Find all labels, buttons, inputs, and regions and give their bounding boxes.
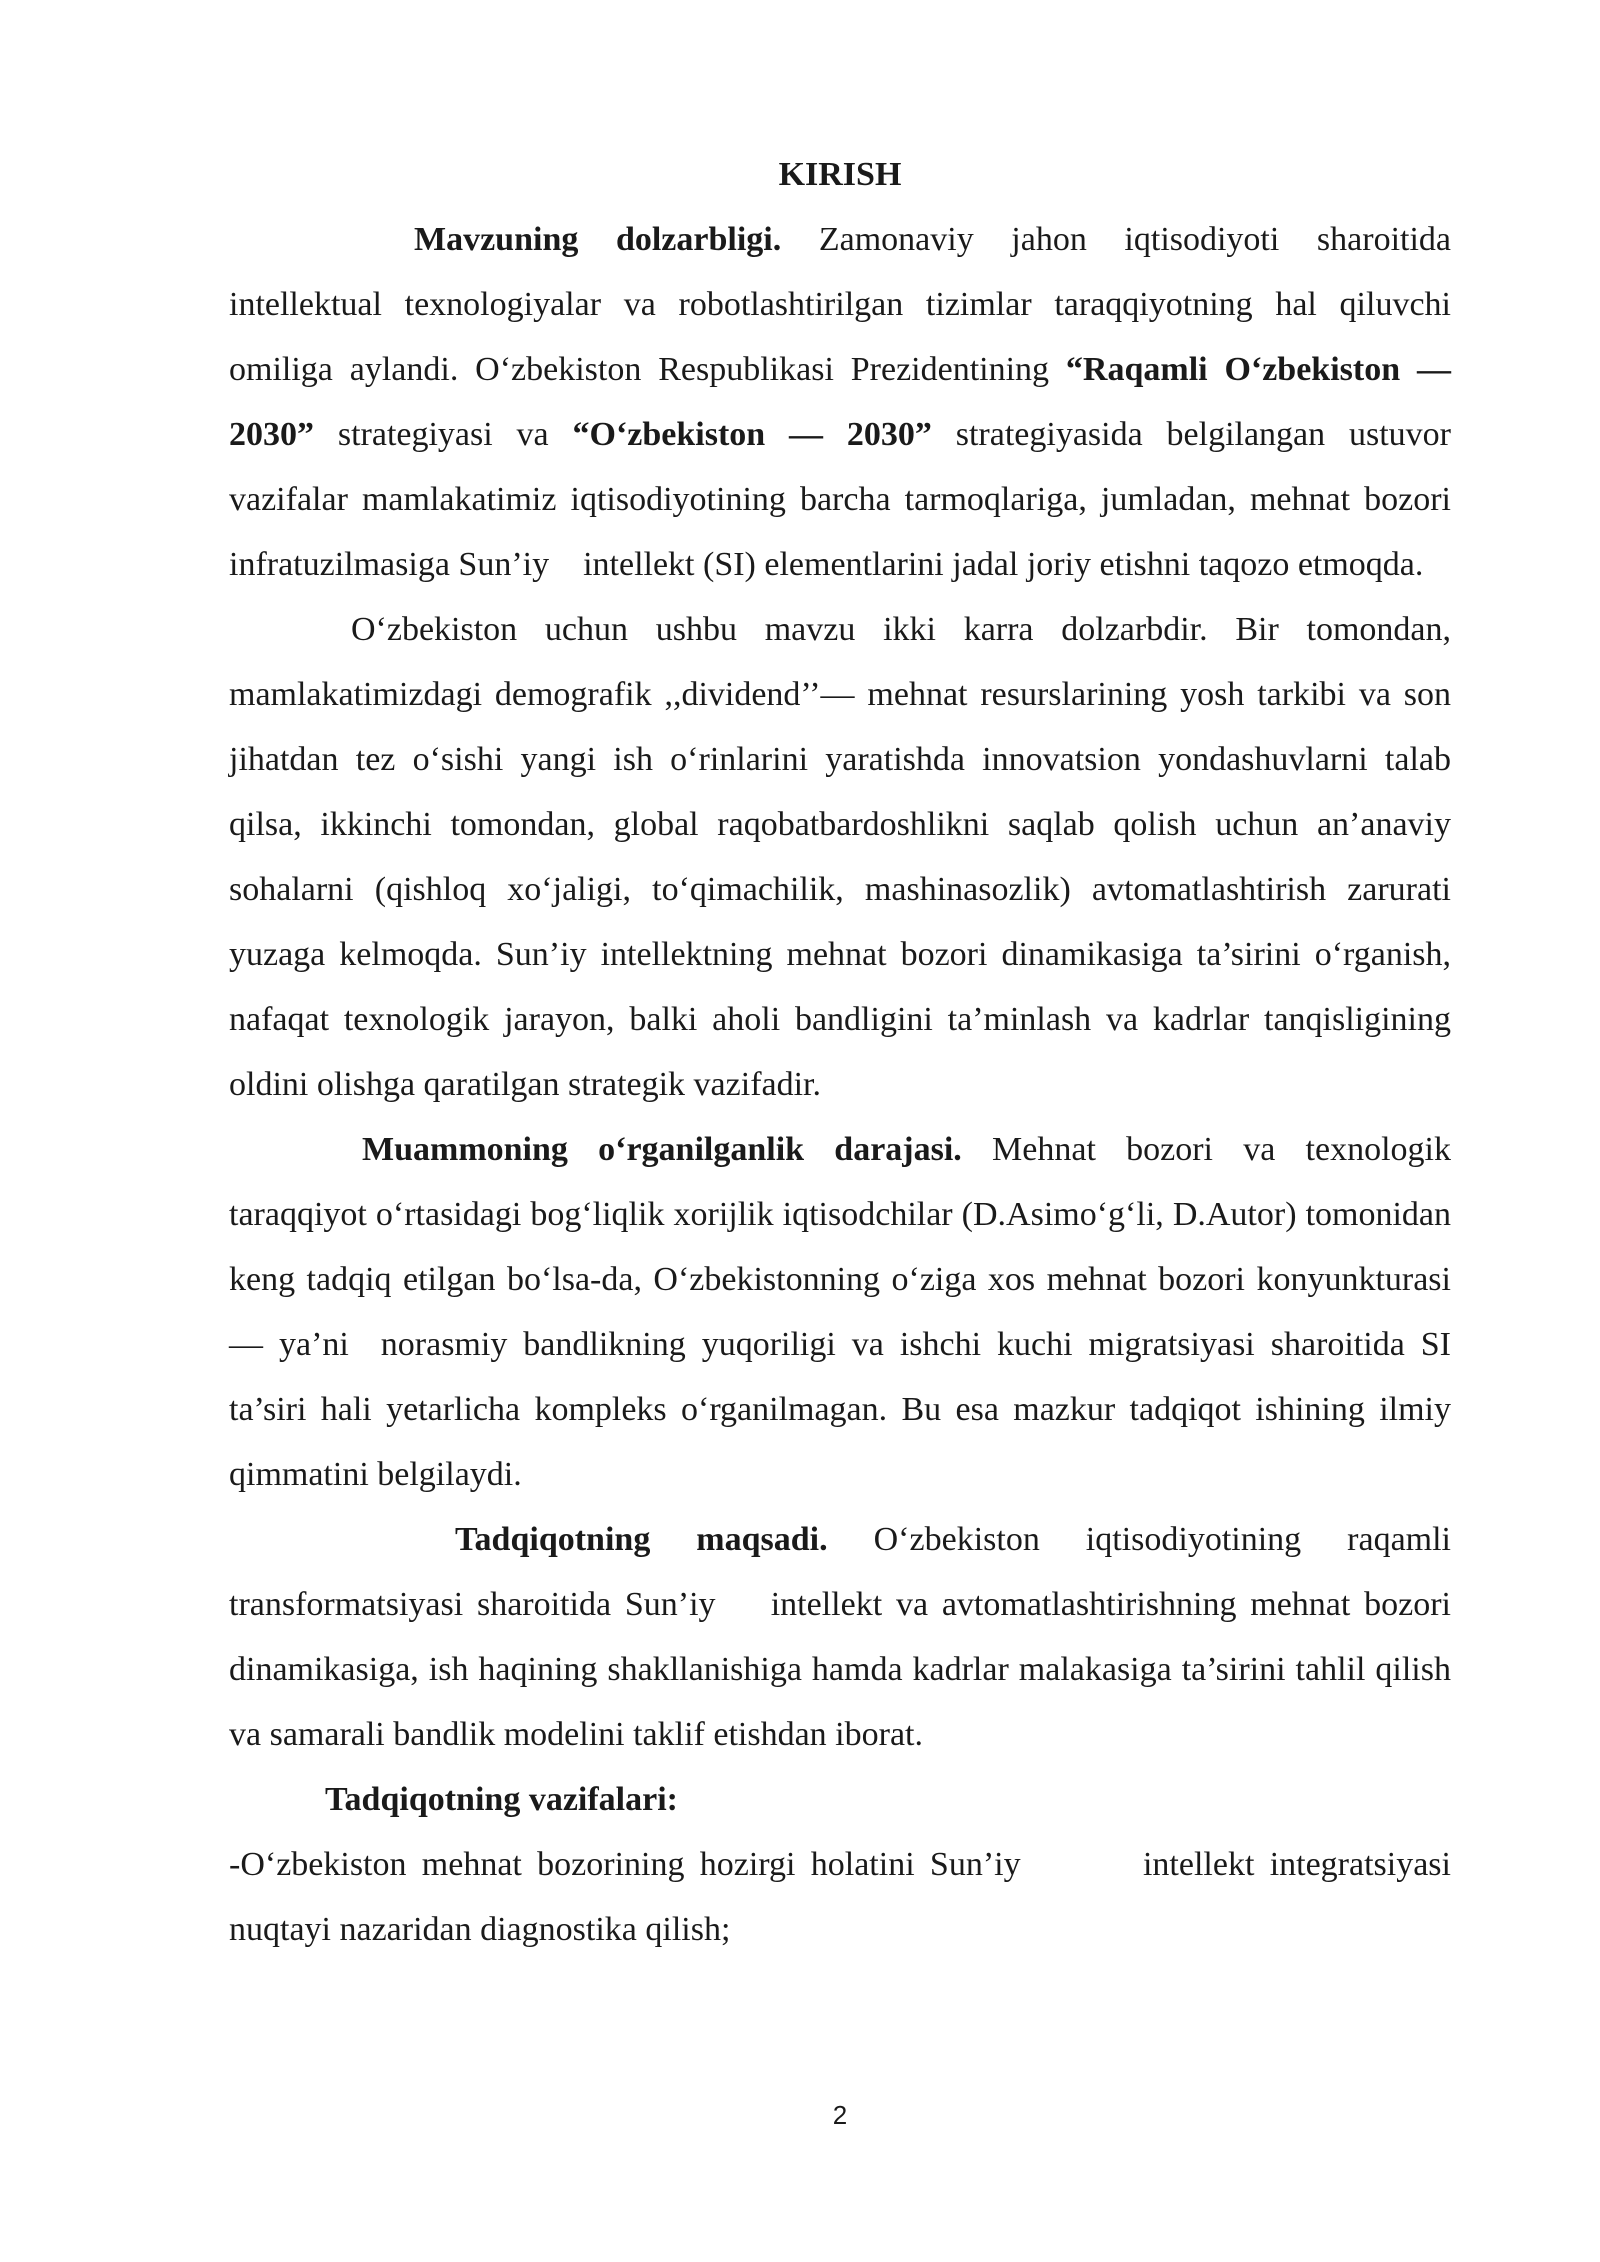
strategy-name-digital: “Raqamli O‘zbekiston — 2030” [229,351,1451,453]
paragraph-relevance [229,207,1460,597]
paragraph-dual-relevance: O‘zbekiston uchun ushbu mavzu ikki karra dolzarbdir. Bir tomondan, mamlakatimizdagi demografik ,,dividend’’— mehnat resurslarining yosh tarkibi va son jihatdan tez o‘sishi yangi ish o‘rinlarini yaratishda innovatsion yondashuvlarni talab qilsa, ikkinchi tomondan, global raqobatbardoshlikni saqlab qolish uchun an’anaviy sohalarni (qishloq xo‘jaligi, to‘qimachilik, mashinasozlik) avtomatlashtirish zarurati yuzaga kelmoqda. Sun’iy intellektning mehnat bozori dinamikasiga ta’sirini o‘rganish, nafaqat texnologik jarayon, balki aholi bandligini ta’minlash va kadrlar tanqisligining oldini olishga qaratilgan strategik vazifadir. [229,611,1451,1103]
paragraph-study-level [229,1117,1460,1507]
page-title: KIRISH [778,156,902,193]
paragraph-research-tasks [229,1767,1451,1832]
page-number: 2 [832,2100,848,2130]
heading-research-tasks: Tadqiqotning vazifalari: [325,1781,678,1818]
list-item-task: -O‘zbekiston mehnat bozorining hozirgi holatini Sun’iy intellekt integratsiyasi nuqtayi nazaridan diagnostika qilish; [229,1846,1460,1948]
paragraph-text: strategiyasi va [314,416,573,453]
page-content [229,142,1460,1962]
paragraph-text: Zamonaviy jahon iqtisodiyoti sharoitida intellektual texnologiyalar va robotlashtirilgan tizimlar taraqqiyotning hal qiluvchi omiliga aylandi. O‘zbekiston Respublikasi Prezidentining [229,221,1452,388]
strategy-name-uzbekistan: “O‘zbekiston — 2030” [572,416,932,453]
paragraph-text: Mehnat bozori va texnologik taraqqiyot o‘rtasidagi bog‘liqlik xorijlik iqtisodchilar (D.Asimo‘g‘li, D.Autor) tomonidan keng tadqiq etilgan bo‘lsa-da, O‘zbekistonning o‘ziga xos mehnat bozori konyunkturasi — ya’ni norasmiy bandlikning yuqoriligi va ishchi kuchi migratsiyasi sharoitida SI ta’siri hali yetarlicha kompleks o‘rganilmagan. Bu esa mazkur tadqiqot ishining ilmiy qimmatini belgilaydi. [229,1131,1460,1493]
heading-study-level: Muammoning o‘rganilganlik darajasi. [362,1131,962,1168]
paragraph-research-goal [229,1507,1460,1767]
heading-relevance: Mavzuning dolzarbligi. [414,221,782,258]
paragraph-text: strategiyasida belgilangan ustuvor vazifalar mamlakatimiz iqtisodiyotining barcha tarmoqlariga, jumladan, mehnat bozori infratuzilmasiga Sun’iy intellekt (SI) elementlarini jadal joriy etishni taqozo etmoqda. [229,416,1460,583]
paragraph-text: O‘zbekiston iqtisodiyotining raqamli transformatsiyasi sharoitida Sun’iy intellekt va avtomatlashtirishning mehnat bozori dinamikasiga, ish haqining shakllanishiga hamda kadrlar malakasiga ta’sirini tahlil qilish va samarali bandlik modelini taklif etishdan iborat. [229,1521,1460,1753]
heading-research-goal: Tadqiqotning maqsadi. [455,1521,828,1558]
